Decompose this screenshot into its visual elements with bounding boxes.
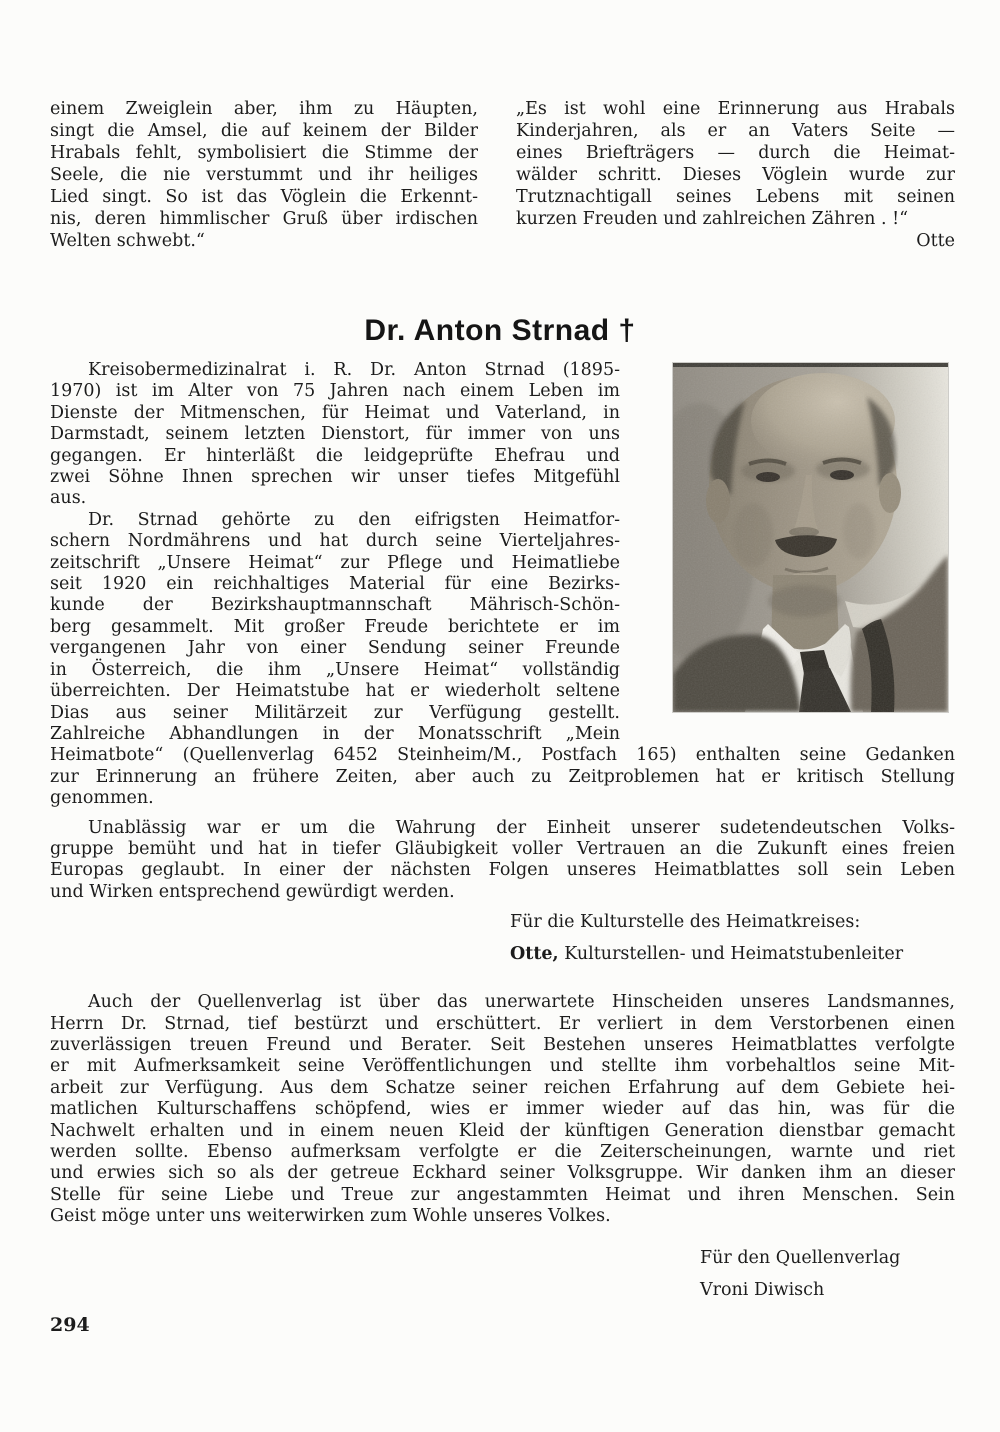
intro-right-line: kurzen Freuden und zahlreichen Zähren . !“	[516, 209, 909, 229]
obituary-line: Nachwelt erhalten und in einem neuen Kleid der künftigen Generation dienstbar gemacht	[50, 1120, 955, 1141]
obituary-line: schern Nordmährens und hat durch seine Vierteljahres-	[50, 531, 620, 552]
obituary-line: zur Erinnerung an frühere Zeiten, aber auch zu Zeitproblemen hat er kritisch Stellung	[50, 766, 955, 787]
intro-quote-section	[50, 98, 955, 252]
obituary-line: Unablässig war er um die Wahrung der Einheit unserer sudetendeutschen Volks-	[88, 817, 955, 838]
intro-right-line: Trutznachtigall seines Lebens mit seinen	[516, 187, 955, 207]
kulturstelle-signature	[510, 943, 955, 965]
signature-name: Otte,	[510, 944, 559, 965]
page-number: 294	[50, 1314, 90, 1336]
obituary-line: zeitschrift „Unsere Heimat“ zur Pflege und Heimatliebe	[50, 552, 620, 573]
obituary-line: seit 1920 ein reichhaltiges Material für eine Bezirks-	[50, 574, 620, 595]
obituary-line: Kreisobermedizinalrat i. R. Dr. Anton Strnad (1895-	[88, 360, 620, 380]
intro-right-line: „Es ist wohl eine Erinnerung aus Hrabals	[516, 99, 955, 119]
obituary-line: Heimatbote“ (Quellenverlag 6452 Steinheim/M., Postfach 165) enthalten seine Gedanken	[50, 745, 955, 766]
obituary-title: Dr. Anton Strnad †	[364, 314, 636, 348]
intro-left-line: singt die Amsel, die auf keinem der Bilder	[50, 121, 478, 141]
obituary-line: aus.	[50, 488, 87, 509]
intro-signature: Otte	[916, 231, 955, 251]
portrait-photo-svg	[673, 363, 948, 712]
obituary-line: Geist möge unter uns weiterwirken zum Wohle unseres Volkes.	[50, 1206, 611, 1227]
intro-right-line: Kinderjahren, als er an Vaters Seite —	[516, 121, 955, 141]
obituary-line: Zahlreiche Abhandlungen in der Monatsschrift „Mein	[50, 723, 620, 744]
intro-right-line: wälder schritt. Dieses Vöglein wurde zur	[516, 165, 955, 185]
photo-grain-overlay	[673, 363, 948, 712]
obituary-narrow-column	[50, 360, 620, 745]
obituary-line: und erwies sich so als der getreue Eckhard seiner Volksgruppe. Wir danken ihm an dieser	[50, 1163, 955, 1184]
obituary-line: berg gesammelt. Mit großer Freude berichtete er im	[50, 616, 620, 637]
intro-left-line: nis, deren himmlischer Gruß über irdischen	[50, 209, 478, 229]
intro-left-column	[50, 98, 478, 252]
signature-role: Kulturstellen- und Heimatstubenleiter	[558, 944, 904, 965]
portrait-photo	[673, 363, 948, 712]
intro-right-line: eines Briefträgers — durch die Heimat-	[516, 143, 955, 163]
intro-left-line: Lied singt. So ist das Vöglein die Erkennt-	[50, 187, 478, 207]
obituary-line: werden sollte. Ebenso aufmerksam verfolgte er die Zeiterscheinungen, warnte und riet	[50, 1142, 955, 1162]
obituary-line: Europas geglaubt. In einer der nächsten Folgen unseres Heimatblattes soll sein Leben	[50, 860, 955, 881]
obituary-paragraph-unablassig	[50, 818, 955, 904]
kulturstelle-block	[510, 911, 955, 965]
obituary-line: matlichen Kulturschaffens schöpfend, wies er immer wieder auf das hin, was für die	[50, 1099, 955, 1120]
obituary-line: arbeit zur Verfügung. Aus dem Schatze seiner reichen Erfahrung auf dem Gebiete hei-	[50, 1077, 955, 1098]
obituary-line: gruppe bemüht und hat in tiefer Gläubigkeit voller Vertrauen an die Zukunft eines freien	[50, 838, 955, 859]
obituary-line: Dienste der Mitmenschen, für Heimat und Vaterland, in	[50, 402, 620, 423]
obituary-line: Darmstadt, seinem letzten Dienstort, für immer von uns	[50, 424, 620, 445]
obituary-line: Auch der Quellenverlag ist über das unerwartete Hinscheiden unseres Landsmannes,	[88, 992, 955, 1013]
intro-right-column	[516, 98, 955, 252]
closing-line: Für den Quellenverlag	[700, 1247, 901, 1268]
intro-left-line: Seele, die nie verstummt und ihr heiliges	[50, 165, 478, 185]
obituary-line: Herrn Dr. Strnad, tief bestürzt und erschüttert. Er verliert in dem Verstorbenen einen	[50, 1013, 955, 1034]
closing-block	[700, 1247, 955, 1301]
obituary-line: und Wirken entsprechend gewürdigt werden.	[50, 881, 455, 902]
obituary-line: zwei Söhne Ihnen sprechen wir unser tiefes Mitgefühl	[50, 467, 620, 488]
obituary-wide-continuation	[50, 745, 955, 809]
obituary-line: in Österreich, die ihm „Unsere Heimat“ vollständig	[50, 659, 620, 680]
obituary-body	[50, 360, 955, 1301]
closing-signature: Vroni Diwisch	[700, 1279, 825, 1300]
intro-left-line: einem Zweiglein aber, ihm zu Häupten,	[50, 99, 478, 119]
kulturstelle-line: Für die Kulturstelle des Heimatkreises:	[510, 912, 861, 933]
obituary-line: 1970) ist im Alter von 75 Jahren nach einem Leben im	[50, 381, 620, 402]
obituary-line: er mit Aufmerksamkeit seine Veröffentlichungen und stellte ihm vorbehaltlos seine Mit-	[50, 1056, 955, 1077]
obituary-line: gegangen. Er hinterläßt die leidgeprüfte Ehefrau und	[50, 445, 620, 466]
obituary-line: Stelle für seine Liebe und Treue zur angestammten Heimat und ihren Menschen. Sein	[50, 1184, 955, 1205]
obituary-line: genommen.	[50, 788, 154, 809]
obituary-line: zuverlässigen treuen Freund und Berater. Seit Bestehen unseres Heimatblattes verfolgte	[50, 1034, 955, 1055]
obituary-line: Dias aus seiner Militärzeit zur Verfügung gestellt.	[50, 702, 620, 723]
obituary-paragraph-quellenverlag	[50, 992, 955, 1227]
intro-left-line: Welten schwebt.“	[50, 231, 205, 251]
intro-left-line: Hrabals fehlt, symbolisiert die Stimme der	[50, 143, 478, 163]
obituary-line: überreichten. Der Heimatstube hat er wiederholt seltene	[50, 681, 620, 702]
obituary-line: kunde der Bezirkshauptmannschaft Mährisch-Schön-	[50, 595, 620, 616]
obituary-line: vergangenen Jahr von einer Sendung seiner Freunde	[50, 638, 620, 659]
obituary-line: Dr. Strnad gehörte zu den eifrigsten Heimatfor-	[88, 509, 620, 530]
